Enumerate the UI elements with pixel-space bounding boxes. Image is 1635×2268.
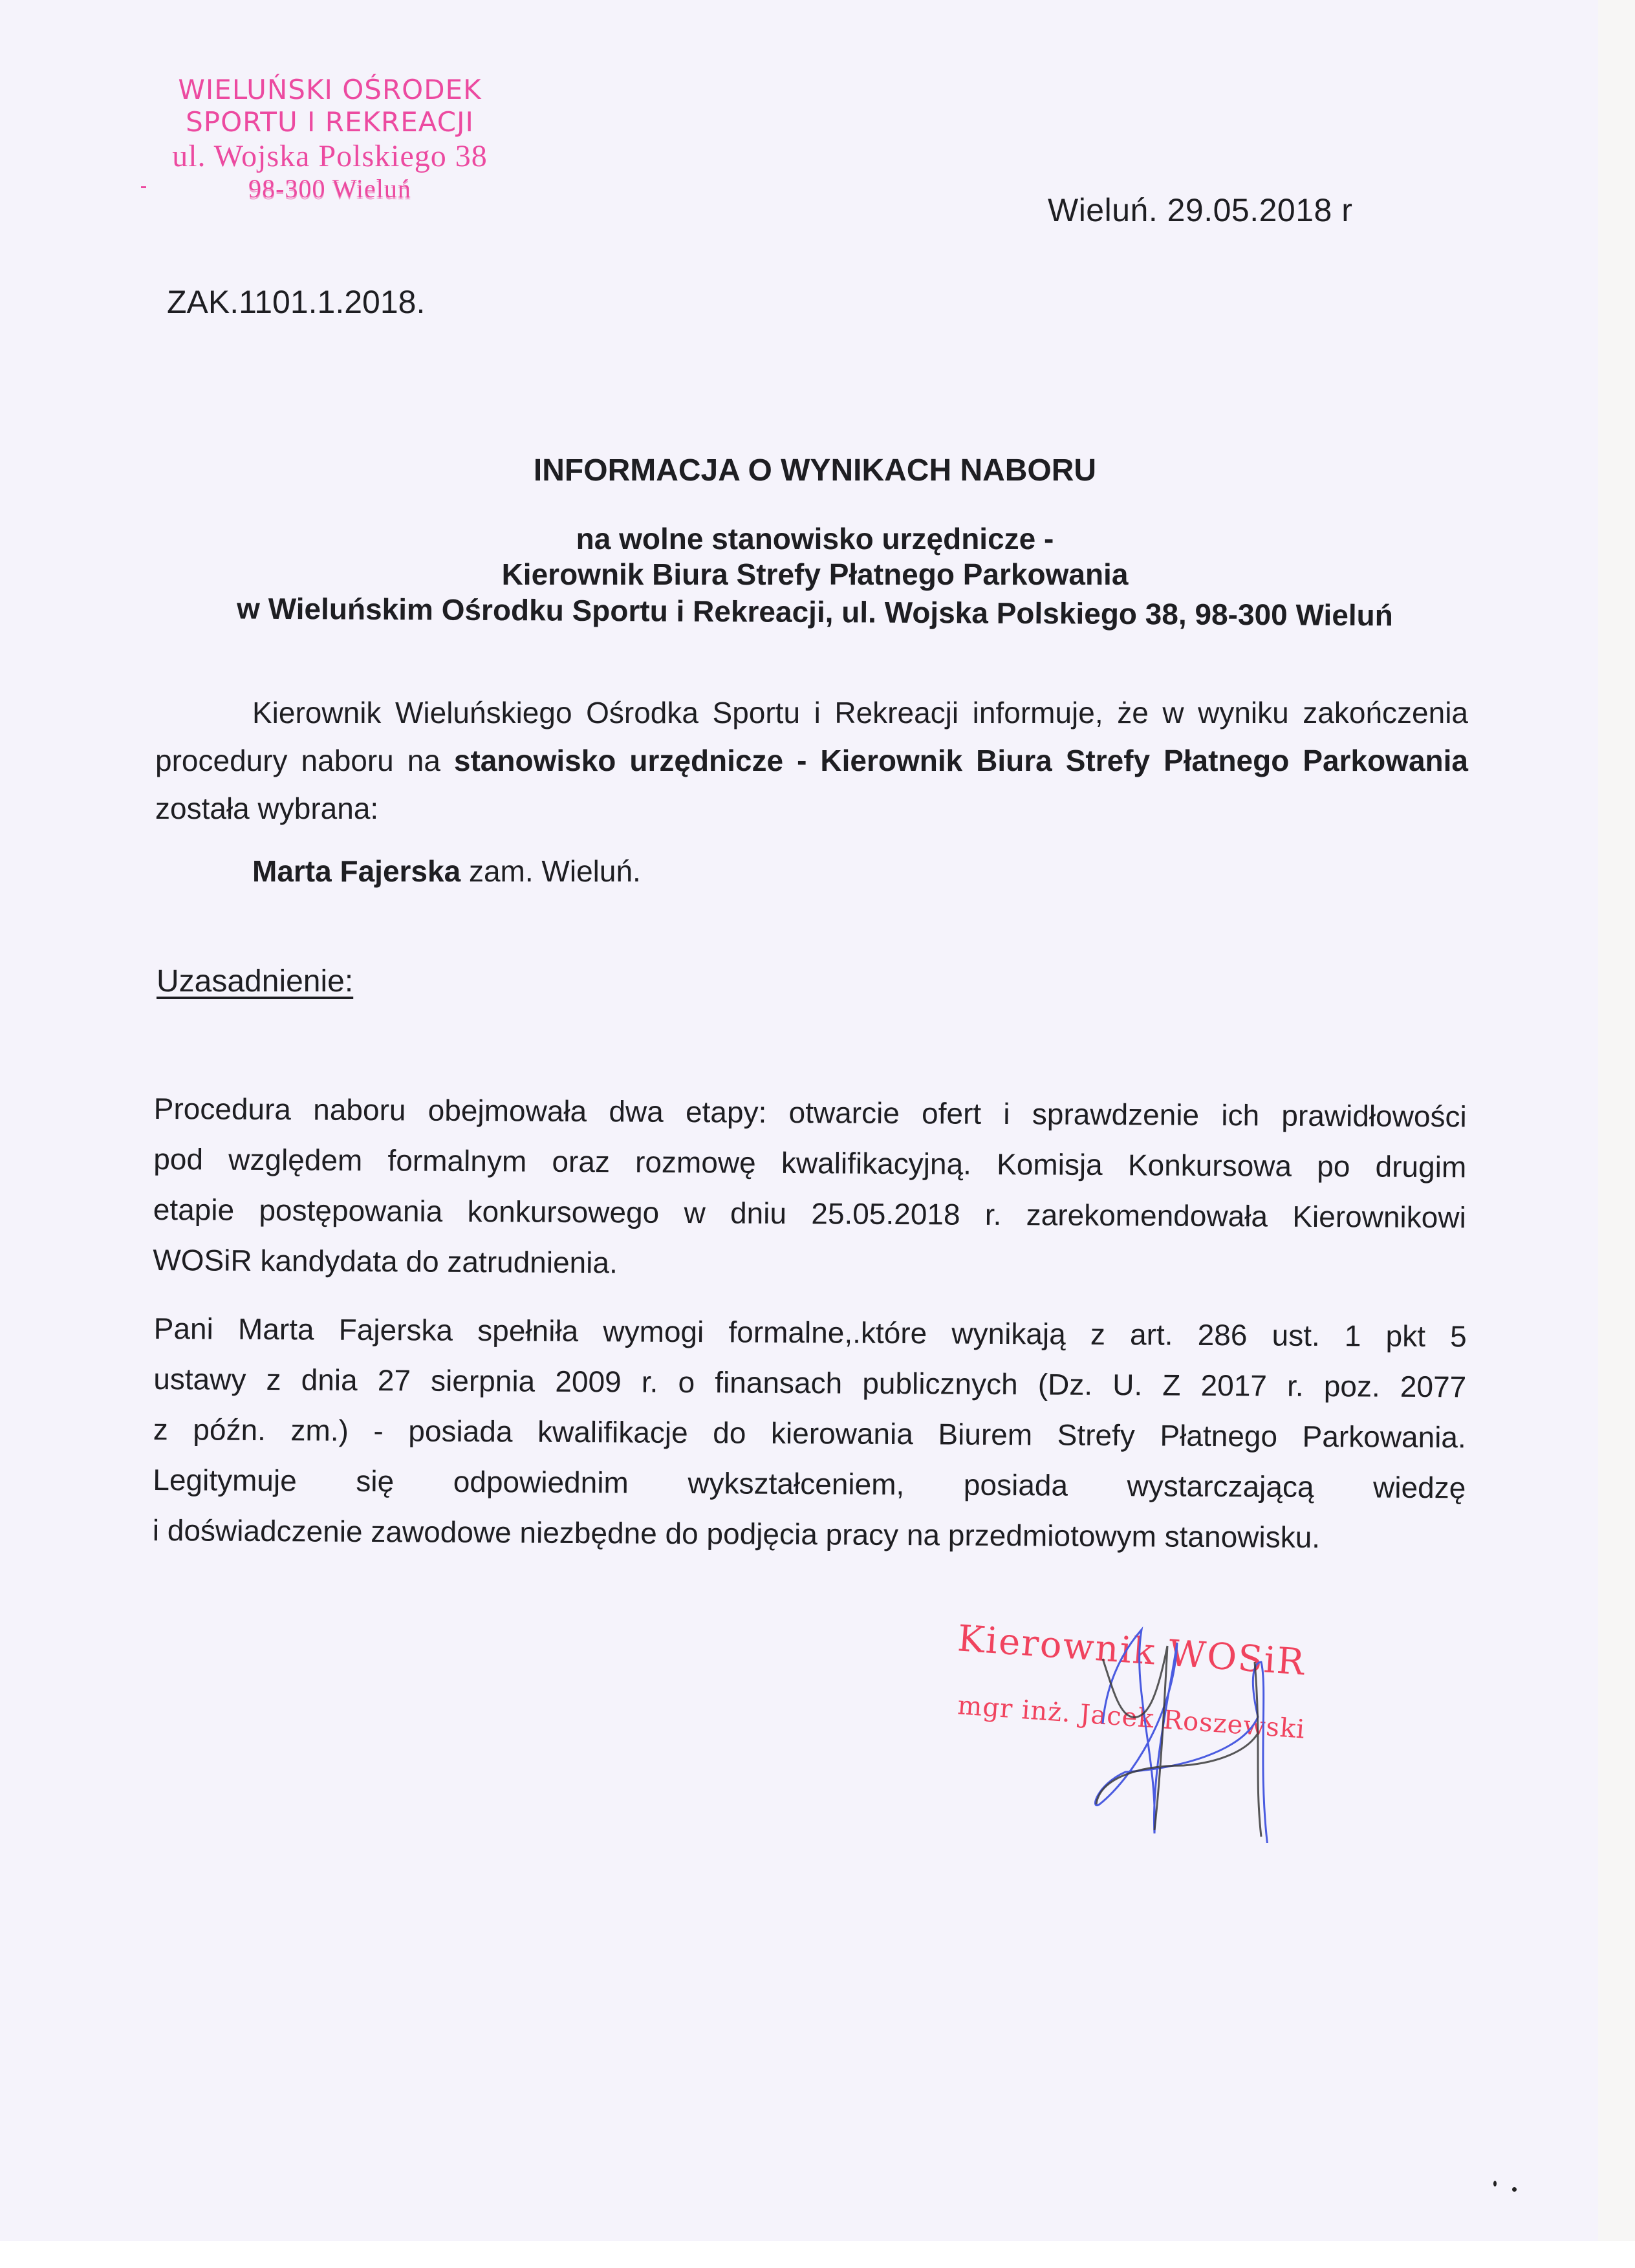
justification-heading: Uzasadnienie: — [157, 964, 354, 999]
document-date: Wieluń. 29.05.2018 r — [1048, 192, 1353, 228]
intro-text: Kierownik Wieluńskiego Ośrodka Sportu i Rekreacji informuje, że w wyniku zakończenia procedury naboru na — [155, 696, 1468, 777]
director-role: Kierownik WOSiR — [956, 1617, 1307, 1684]
organization-stamp — [149, 76, 511, 202]
stamp-mark — [141, 186, 146, 188]
stamp-address: ul. Wojska Polskiego 38 — [172, 139, 488, 173]
title-position-name: Kierownik Biura Strefy Płatnego Parkowania — [501, 557, 1129, 591]
signature-stroke-blue — [1095, 1630, 1268, 1843]
intro-position-bold: stanowisko urzędnicze - Kierownik Biura Strefy Płatnego Parkowania — [453, 744, 1468, 777]
paragraph-line: z późn. zm.) - posiada kwalifikacje do kierowania Biurem Strefy Płatnego Parkowania. — [153, 1412, 1466, 1454]
candidate-residence: zam. Wieluń. — [460, 854, 641, 888]
paragraph-line: WOSiR kandydata do zatrudnienia. — [153, 1242, 618, 1280]
stamp-line-1: WIELUŃSKI OŚRODEK — [178, 74, 482, 105]
procedure-paragraph — [153, 1083, 1467, 1293]
intro-text-end: została wybrana: — [155, 792, 379, 825]
title-institution: w Wieluńskim Ośrodku Sportu i Rekreacji, ul. Wojska Polskiego 38, 98-300 Wieluń — [236, 591, 1394, 632]
document-title: INFORMACJA O WYNIKACH NABORU — [533, 453, 1097, 488]
paragraph-line: ustawy z dnia 27 sierpnia 2009 r. o finansach publicznych (Dz. U. Z 2017 r. poz. 2077 — [153, 1361, 1467, 1404]
scan-speck — [1493, 2181, 1497, 2187]
qualification-paragraph — [153, 1303, 1467, 1563]
candidate-name: Marta Fajerska — [252, 854, 461, 888]
scan-speck — [1512, 2187, 1517, 2192]
paragraph-line: Procedura naboru obejmowała dwa etapy: otwarcie ofert i sprawdzenie ich prawidłowości — [153, 1091, 1467, 1134]
paragraph-line: i doświadczenie zawodowe niezbędne do podjęcia pracy na przedmiotowym stanowisku. — [152, 1513, 1321, 1555]
stamp-line-2: SPORTU I REKREACJI — [186, 106, 474, 138]
selected-candidate — [252, 854, 641, 889]
handwritten-signature — [1035, 1610, 1345, 1843]
director-name: mgr inż. Jacek Roszewski — [957, 1690, 1306, 1745]
scanner-background — [1598, 0, 1635, 2241]
paragraph-line: pod względem formalnym oraz rozmowę kwalifikacyjną. Komisja Konkursowa po drugim — [153, 1141, 1467, 1184]
paragraph-line: Pani Marta Fajerska spełniła wymogi formalne,.które wynikają z art. 286 ust. 1 pkt 5 — [153, 1311, 1467, 1354]
title-position-line: na wolne stanowisko urzędnicze - — [576, 522, 1054, 556]
stamp-postal-city: 98-300 Wieluń — [248, 174, 411, 203]
intro-paragraph — [155, 689, 1468, 832]
reference-number: ZAK.1101.1.2018. — [167, 284, 426, 320]
paragraph-line: Legitymuje się odpowiednim wykształceniem, posiada wystarczającą wiedzę — [153, 1462, 1466, 1505]
paragraph-line: etapie postępowania konkursowego w dniu 25.05.2018 r. zarekomendowała Kierownikowi — [153, 1192, 1466, 1235]
